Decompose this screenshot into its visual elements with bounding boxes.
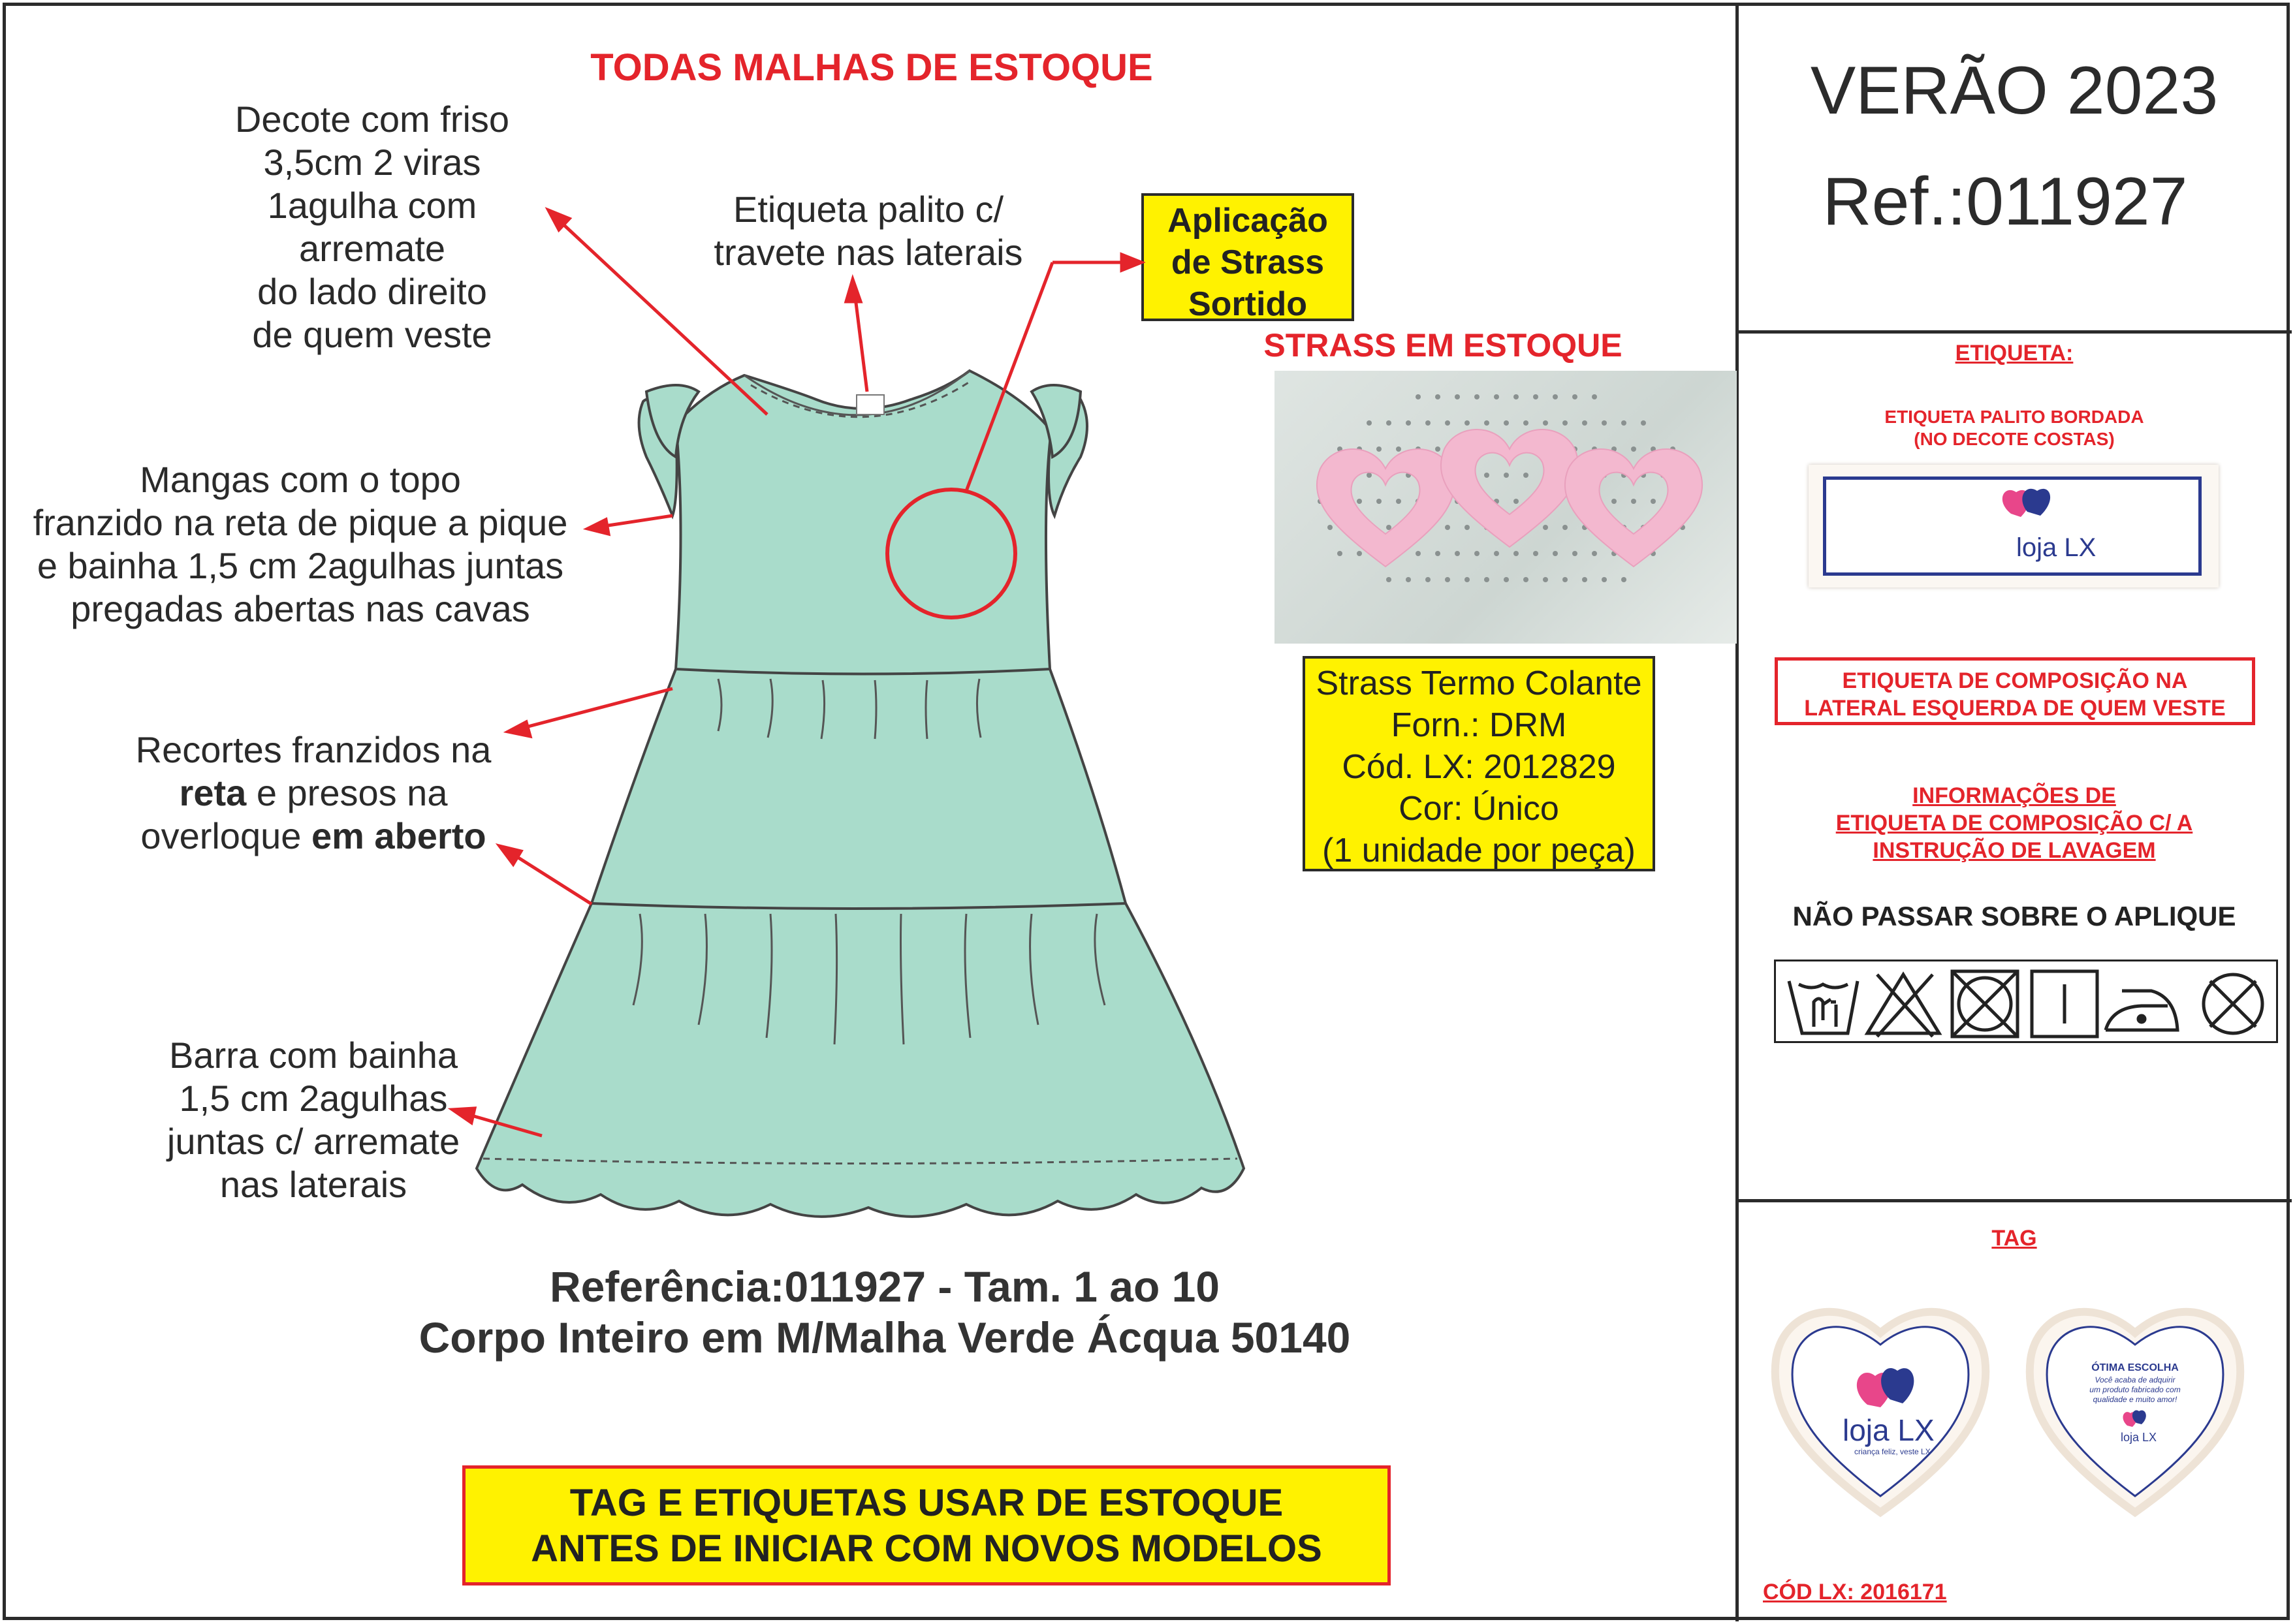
note-line: Etiqueta palito c/	[733, 189, 1004, 230]
etiqueta-desc	[1740, 406, 2288, 450]
panel-divider	[1735, 3, 1739, 1621]
composition-label-box	[1775, 657, 2255, 725]
composition-line: ETIQUETA DE COMPOSIÇÃO NA	[1842, 668, 2188, 693]
strass-stock-title: STRASS EM ESTOQUE	[1263, 327, 1622, 364]
box-line: Sortido	[1188, 285, 1307, 321]
note-line: Decote com friso	[234, 99, 510, 140]
box-line: Aplicação	[1167, 202, 1328, 240]
info-line: INSTRUÇÃO DE LAVAGEM	[1873, 838, 2156, 863]
no-iron-warning: NÃO PASSAR SOBRE O APLIQUE	[1792, 901, 2236, 931]
care-symbols	[1776, 961, 2280, 1045]
note-bold: reta	[179, 772, 247, 813]
right-divider-bottom	[1737, 1199, 2292, 1202]
stock-notice-box	[462, 1465, 1391, 1585]
page-title: TODAS MALHAS DE ESTOQUE	[590, 46, 1153, 89]
tag-back-line: qualidade e muito amor!	[2093, 1395, 2177, 1404]
note-text: overloque	[140, 815, 311, 856]
tag-back-logo: loja LX	[2121, 1431, 2157, 1444]
note-line: de quem veste	[252, 314, 492, 355]
note-line: Recortes franzidos na	[135, 729, 492, 770]
note-line: juntas c/ arremate	[166, 1121, 460, 1162]
desc-line: ETIQUETA PALITO BORDADA	[1884, 407, 2144, 427]
tag-back-heart	[2030, 1312, 2240, 1512]
season-title: VERÃO 2023	[1810, 53, 2219, 129]
right-divider-top	[1737, 330, 2292, 334]
line-dry-icon	[2032, 971, 2097, 1037]
ref-title: Ref.:011927	[1822, 164, 2188, 240]
tag-back-line: um produto fabricado com	[2089, 1385, 2181, 1394]
note-line: do lado direito	[257, 271, 487, 312]
desc-line: (NO DECOTE COSTAS)	[1914, 429, 2115, 449]
info-line: INFORMAÇÕES DE	[1912, 783, 2116, 808]
woven-label-image	[1809, 465, 2219, 587]
notice-line: TAG E ETIQUETAS USAR DE ESTOQUE	[569, 1482, 1284, 1524]
info-line: ETIQUETA DE COMPOSIÇÃO C/ A	[1835, 811, 2193, 835]
note-text: e presos na	[246, 772, 448, 813]
info-line: Forn.: DRM	[1391, 706, 1567, 744]
no-bleach-icon	[1867, 975, 1939, 1037]
loja-lx-logo	[1809, 465, 2219, 587]
note-line: 3,5cm 2 viras	[263, 142, 481, 183]
note-line: Mangas com o topo	[140, 459, 461, 500]
etiqueta-title: ETIQUETA:	[1955, 341, 2074, 366]
tag-back-line: Você acaba de adquirir	[2095, 1375, 2176, 1384]
no-tumble-dry-icon	[1952, 971, 2018, 1037]
tag-back-title: ÓTIMA ESCOLHA	[2091, 1362, 2179, 1373]
reference-line: Corpo Inteiro em M/Malha Verde Ácqua 50140	[419, 1313, 1351, 1362]
note-line: franzido na reta de pique a pique	[33, 502, 568, 543]
care-symbols-strip	[1774, 960, 2278, 1043]
logo-text: loja LX	[2016, 533, 2097, 562]
note-line: e bainha 1,5 cm 2agulhas juntas	[37, 545, 564, 586]
info-line: Strass Termo Colante	[1316, 664, 1642, 702]
note-line: pregadas abertas nas cavas	[71, 588, 530, 629]
info-line: Cód. LX: 2012829	[1342, 748, 1616, 786]
info-line: (1 unidade por peça)	[1322, 832, 1636, 869]
note-bold: em aberto	[311, 815, 486, 856]
info-title	[1740, 782, 2288, 864]
tag-hearts	[1763, 1287, 2285, 1522]
reference-text	[307, 1261, 1463, 1363]
tag-code: CÓD LX: 2016171	[1763, 1580, 1947, 1604]
note-line: 1agulha com arremate	[267, 185, 477, 269]
tag-title: TAG	[1991, 1226, 2037, 1251]
hand-wash-icon	[1789, 981, 1858, 1033]
info-line: Cor: Único	[1399, 790, 1559, 828]
reference-line: Referência:011927 - Tam. 1 ao 10	[549, 1262, 1220, 1311]
tag-tagline: criança feliz, veste LX	[1854, 1447, 1931, 1456]
note-line: Barra com bainha	[168, 1035, 458, 1076]
notice-line: ANTES DE INICIAR COM NOVOS MODELOS	[531, 1527, 1322, 1570]
note-line: nas laterais	[219, 1164, 407, 1205]
composition-line: LATERAL ESQUERDA DE QUEM VESTE	[1804, 696, 2226, 721]
box-line: de Strass	[1171, 243, 1325, 281]
note-line: 1,5 cm 2agulhas	[179, 1078, 448, 1119]
no-dry-clean-icon	[2204, 975, 2262, 1033]
low-iron-icon	[2106, 991, 2177, 1030]
note-line: travete nas laterais	[714, 232, 1023, 273]
tag-front-heart	[1775, 1312, 1986, 1512]
tag-logo-text: loja LX	[1843, 1413, 1935, 1447]
